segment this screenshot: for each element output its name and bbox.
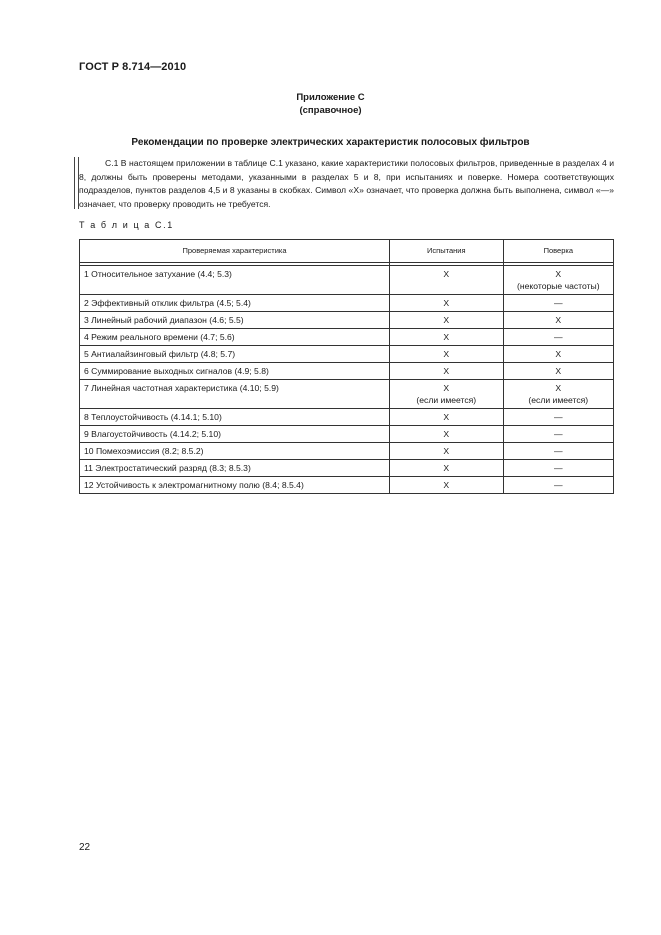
table-row <box>80 266 614 295</box>
characteristic-cell: 3 Линейный рабочий диапазон (4.6; 5.5) <box>80 312 390 329</box>
appendix-title: Приложение С <box>296 92 365 103</box>
tests-cell <box>390 460 504 477</box>
mark-symbol: X <box>443 480 450 490</box>
verification-cell <box>503 443 613 460</box>
tests-cell <box>390 409 504 426</box>
intro-paragraph: С.1 В настоящем приложении в таблице С.1 указано, какие характеристики полосовых фильтров, приведенные в разделах 4 и 8, должны быть проверены методами, указанными в разделах 5 и 8, при испытаниях и поверке. Номера соответствующих подразделов, пунктов разделов 4,5 и 8 указаны в скобках. Символ «Х» означает, что проверка должна быть выполнена, символ «—» означает, что проверку проводить не требуется. <box>79 158 614 209</box>
tests-cell <box>390 443 504 460</box>
table-row <box>80 363 614 380</box>
verification-cell <box>503 426 613 443</box>
tests-cell <box>390 266 504 295</box>
characteristic-cell: 6 Суммирование выходных сигналов (4.9; 5.8) <box>80 363 390 380</box>
characteristic-cell: 5 Антиалайзинговый фильтр (4.8; 5.7) <box>80 346 390 363</box>
tests-cell <box>390 329 504 346</box>
table-row <box>80 312 614 329</box>
mark-note: (некоторые частоты) <box>517 281 600 291</box>
characteristics-table <box>79 239 614 494</box>
mark-symbol: X <box>443 463 450 473</box>
table-row <box>80 409 614 426</box>
verification-cell <box>503 312 613 329</box>
characteristic-cell: 11 Электростатический разряд (8.3; 8.5.3) <box>80 460 390 477</box>
verification-cell <box>503 346 613 363</box>
table-row <box>80 426 614 443</box>
characteristic-cell: 1 Относительное затухание (4.4; 5.3) <box>80 266 390 295</box>
characteristic-cell: 12 Устойчивость к электромагнитному полю (8.4; 8.5.4) <box>80 477 390 494</box>
characteristic-cell: 4 Режим реального времени (4.7; 5.6) <box>80 329 390 346</box>
characteristic-cell: 8 Теплоустойчивость (4.14.1; 5.10) <box>80 409 390 426</box>
mark-symbol: X <box>555 366 562 376</box>
table-row <box>80 443 614 460</box>
mark-symbol: — <box>553 446 563 456</box>
table-row <box>80 295 614 312</box>
tests-cell <box>390 312 504 329</box>
mark-symbol: — <box>553 463 563 473</box>
table-body <box>80 263 614 494</box>
table-row <box>80 329 614 346</box>
verification-cell <box>503 363 613 380</box>
mark-note: (если имеется) <box>528 395 589 405</box>
mark-symbol: X <box>555 315 562 325</box>
mark-note: (если имеется) <box>416 395 477 405</box>
characteristic-cell: 7 Линейная частотная характеристика (4.10; 5.9) <box>80 380 390 409</box>
section-title: Рекомендации по проверке электрических характеристик полосовых фильтров <box>131 137 530 148</box>
mark-symbol: X <box>443 315 450 325</box>
table-row <box>80 477 614 494</box>
mark-symbol: X <box>443 412 450 422</box>
table-row <box>80 346 614 363</box>
mark-symbol: X <box>555 269 562 279</box>
tests-cell <box>390 380 504 409</box>
tests-cell <box>390 295 504 312</box>
table-row <box>80 380 614 409</box>
table-row <box>80 460 614 477</box>
characteristic-cell: 9 Влагоустойчивость (4.14.2; 5.10) <box>80 426 390 443</box>
mark-symbol: X <box>443 383 450 393</box>
mark-symbol: X <box>443 298 450 308</box>
tests-cell <box>390 426 504 443</box>
verification-cell <box>503 329 613 346</box>
mark-symbol: X <box>443 332 450 342</box>
appendix-subtitle: (справочное) <box>299 105 362 116</box>
document-code: ГОСТ Р 8.714—2010 <box>79 61 187 73</box>
appendix-heading <box>0 91 661 117</box>
header-tests: Испытания <box>390 240 504 263</box>
mark-symbol: X <box>443 446 450 456</box>
verification-cell <box>503 409 613 426</box>
page-number: 22 <box>79 842 91 853</box>
table-label: Т а б л и ц а С.1 <box>79 220 174 230</box>
mark-symbol: — <box>553 480 563 490</box>
tests-cell <box>390 477 504 494</box>
tests-cell <box>390 363 504 380</box>
mark-symbol: X <box>555 383 562 393</box>
characteristic-cell: 2 Эффективный отклик фильтра (4.5; 5.4) <box>80 295 390 312</box>
mark-symbol: X <box>443 429 450 439</box>
table-header-row <box>80 240 614 263</box>
mark-symbol: — <box>553 412 563 422</box>
header-characteristic: Проверяемая характеристика <box>80 240 390 263</box>
verification-cell <box>503 460 613 477</box>
mark-symbol: — <box>553 332 563 342</box>
mark-symbol: X <box>443 366 450 376</box>
mark-symbol: X <box>555 349 562 359</box>
verification-cell <box>503 477 613 494</box>
header-verification: Поверка <box>503 240 613 263</box>
verification-cell <box>503 295 613 312</box>
characteristic-cell: 10 Помехоэмиссия (8.2; 8.5.2) <box>80 443 390 460</box>
tests-cell <box>390 346 504 363</box>
verification-cell <box>503 380 613 409</box>
verification-cell <box>503 266 613 295</box>
mark-symbol: — <box>553 429 563 439</box>
mark-symbol: X <box>443 349 450 359</box>
mark-symbol: — <box>553 298 563 308</box>
mark-symbol: X <box>443 269 450 279</box>
